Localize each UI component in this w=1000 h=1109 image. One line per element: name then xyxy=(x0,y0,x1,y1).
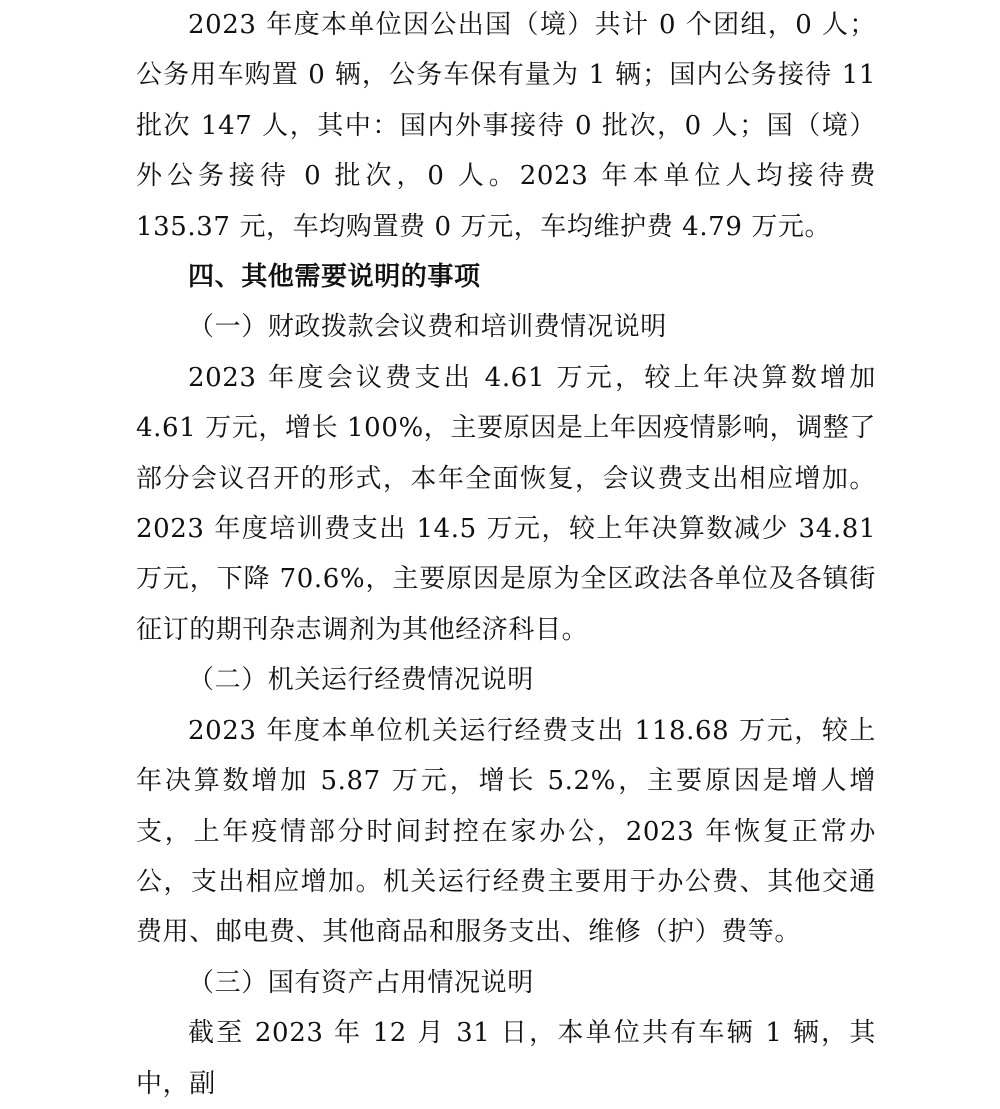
intro-paragraph: 2023 年度本单位因公出国（境）共计 0 个团组，0 人；公务用车购置 0 辆，公务车保有量为 1 辆；国内公务接待 11 批次 147 人，其中：国内外事接待 0 批次，0 人；国（境）外公务接待 0 批次，0 人。2023 年本单位人均接待费 135.37 元，车均购置费 0 万元，车均维护费 4.79 万元。 xyxy=(136,10,876,242)
document-page xyxy=(136,0,876,1109)
subsection-one-title: （一）财政拨款会议费和培训费情况说明 xyxy=(188,312,667,343)
subsection-three-paragraph: 截至 2023 年 12 月 31 日，本单位共有车辆 1 辆，其中，副 xyxy=(136,1018,876,1099)
subsection-three-title: （三）国有资产占用情况说明 xyxy=(188,967,534,998)
section-four-title: 四、其他需要说明的事项 xyxy=(188,262,481,293)
subsection-two-title: （二）机关运行经费情况说明 xyxy=(188,665,534,696)
subsection-one-paragraph: 2023 年度会议费支出 4.61 万元，较上年决算数增加 4.61 万元，增长 100%，主要原因是上年因疫情影响，调整了部分会议召开的形式，本年全面恢复，会议费支出相应增加。2023 年度培训费支出 14.5 万元，较上年决算数减少 34.81 万元，下降 70.6%，主要原因是原为全区政法各单位及各镇街征订的期刊杂志调剂为其他经济科目。 xyxy=(136,362,876,645)
subsection-two-paragraph: 2023 年度本单位机关运行经费支出 118.68 万元，较上年决算数增加 5.87 万元，增长 5.2%，主要原因是增人增支，上年疫情部分时间封控在家办公，2023 年恢复正常办公，支出相应增加。机关运行经费主要用于办公费、其他交通费用、邮电费、其他商品和服务支出、维修（护）费等。 xyxy=(136,715,876,948)
